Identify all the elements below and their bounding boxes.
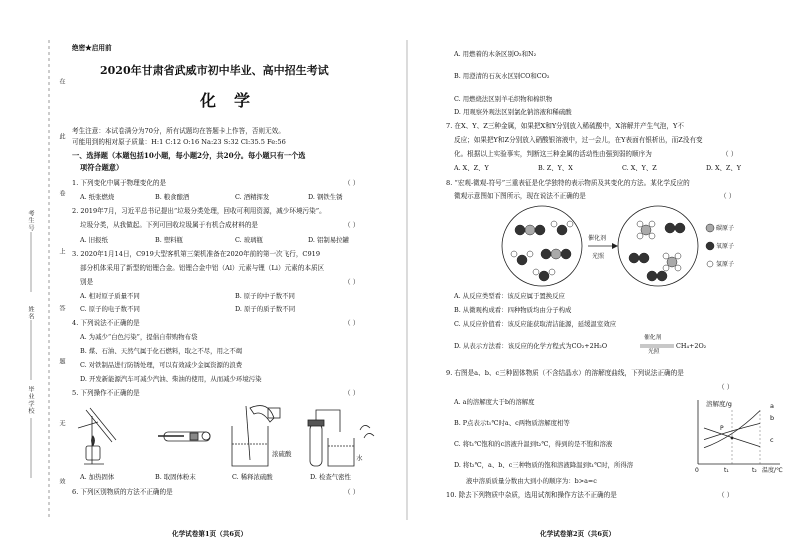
q8-stem-1: 8. “宏观-微观-符号”三重表征是化学独特的表示物质及其变化的方法。某化学反应的 bbox=[446, 179, 690, 187]
q8-opt-d: D. 从表示方法看：该反应的化学方程式为CO₂+2H₂O bbox=[454, 342, 608, 350]
q8-reaction-diagram bbox=[484, 204, 744, 288]
q9-stem: 9. 右图是a、b、c三种固体物质（不含结晶水）的溶解度曲线，下列说法正确的是 bbox=[446, 369, 684, 377]
q3-opt-c: C. 原子的电子数不同 bbox=[80, 305, 140, 313]
q2-stem-1: 2. 2019年7月，习近平总书记提出“垃圾分类处理，回收可利用资源，减少环境污染”。 bbox=[72, 207, 326, 215]
reactant-molecules bbox=[511, 221, 573, 281]
q5-opt-a: A. 加热固体 bbox=[80, 473, 115, 481]
q8-opt-a: A. 从反应类型看：该反应属于置换反应 bbox=[454, 292, 565, 300]
q8-arrow-top: 催化剂 bbox=[588, 235, 607, 242]
chart-xtick-1: t₁ bbox=[724, 467, 729, 474]
q10-stem: 10. 除去下列物质中杂质，选用试剂和操作方法不正确的是 bbox=[446, 491, 617, 499]
margin-label-0: 在 bbox=[58, 78, 65, 86]
q4-stem: 4. 下列说法不正确的是 bbox=[72, 319, 140, 327]
q5-opt-b: B. 取固体粉末 bbox=[155, 473, 196, 481]
q9-opt-a: A. a的溶解度大于b的溶解度 bbox=[454, 398, 535, 406]
q5-opt-c: C. 稀释浓硫酸 bbox=[232, 473, 273, 481]
q9-opt-d: D. 将t₂℃，a、b、c三种物质的饱和溶液降温到t₁℃时，所得溶 bbox=[454, 461, 634, 469]
field-line-3 bbox=[30, 418, 32, 478]
subject-title: 化学 bbox=[200, 91, 269, 110]
chart-ylabel: 溶解度/g bbox=[706, 400, 732, 408]
q1-stem: 1. 下列变化中属于物理变化的是 bbox=[72, 179, 167, 187]
q1-blank: （ ） bbox=[344, 179, 360, 187]
margin-label-1: 此 bbox=[58, 133, 65, 141]
q8-arrow-bottom: 光照 bbox=[592, 253, 605, 260]
q3-opt-b: B. 原子的中子数不同 bbox=[235, 292, 295, 300]
q7-blank: （ ） bbox=[722, 150, 738, 158]
q7-stem-3: 化。根据以上实验事实，判断这三种金属的活动性由强到弱的顺序为 bbox=[454, 150, 652, 158]
product-molecules bbox=[629, 221, 685, 281]
q4-opt-a: A. 为减少“白色污染”，提倡自带购物布袋 bbox=[80, 333, 198, 341]
section1-line-1: 一、选择题（本题包括10小题，每小题2分，共20分。每小题只有一个选 bbox=[72, 151, 306, 160]
section1-line-2: 项符合题意） bbox=[80, 163, 124, 172]
chart-xtick-2: t₂ bbox=[752, 467, 757, 474]
legend-oxygen: 氧原子 bbox=[716, 243, 735, 250]
note-line-1: 考生注意：本试卷满分为70分，所有试题均在答题卡上作答，否则无效。 bbox=[72, 127, 285, 135]
chart-xlabel: 温度/℃ bbox=[762, 467, 783, 474]
atom-legend bbox=[706, 224, 714, 267]
margin-label-4: 答 bbox=[58, 305, 65, 313]
q7-opt-a: A. X、Z、Y bbox=[454, 164, 489, 172]
solubility-chart bbox=[686, 394, 790, 474]
q3-opt-a: A. 相对原子质量不同 bbox=[80, 292, 140, 300]
q4-opt-c: C. 对铁制品进行防锈处理，可以有效减少金属资源的浪费 bbox=[80, 361, 243, 369]
series-label-b: b bbox=[770, 414, 775, 422]
chart-xtick-0: 0 bbox=[695, 467, 699, 474]
q5-blank: （ ） bbox=[344, 389, 360, 397]
q5-opt-d: D. 检查气密性 bbox=[310, 473, 351, 481]
q7-opt-d: D. X、Z、Y bbox=[706, 164, 741, 172]
note-line-2: 可能用到的相对原子质量：H:1 C:12 O:16 Na:23 S:32 Cl:35.5 Fe:56 bbox=[72, 138, 286, 146]
field-examinee-number: 考生号 bbox=[27, 210, 34, 232]
q6-opt-a: A. 用燃着的木条区别O₂和N₂ bbox=[454, 50, 537, 58]
q7-stem-2: 反应；如果把Y和Z分别放入硝酸银溶液中，过一会儿，在Y表面有银析出，而Z没有变 bbox=[454, 136, 703, 144]
q2-opt-c: C. 玻璃瓶 bbox=[235, 236, 263, 244]
q8-eq-top: 催化剂 bbox=[644, 335, 662, 341]
q3-blank: （ ） bbox=[344, 278, 360, 286]
q4-blank: （ ） bbox=[344, 319, 360, 327]
legend-hydrogen: 氢原子 bbox=[716, 261, 735, 268]
q2-opt-d: D. 铝制易拉罐 bbox=[308, 236, 349, 244]
q8-eq-right: CH₄+2O₂ bbox=[676, 342, 707, 350]
q9-blank: （ ） bbox=[718, 383, 734, 391]
q6-blank: （ ） bbox=[344, 488, 360, 496]
q9-opt-d-cont: 液中溶质质量分数由大到小的顺序为：b>a=c bbox=[466, 477, 597, 485]
footer-left: 化学试卷第1页（共6页） bbox=[172, 530, 248, 538]
q7-opt-b: B. Z、Y、X bbox=[538, 164, 573, 172]
footer-right: 化学试卷第2页（共6页） bbox=[540, 530, 616, 538]
q2-opt-a: A. 旧报纸 bbox=[80, 236, 108, 244]
q1-opt-d: D. 钢铁生锈 bbox=[308, 193, 343, 201]
series-label-a: a bbox=[770, 402, 774, 410]
q6-stem: 6. 下列区别物质的方法不正确的是 bbox=[72, 488, 173, 496]
q5-label-acid: 浓硫酸 bbox=[272, 450, 292, 458]
q1-opt-a: A. 纸张燃烧 bbox=[80, 193, 115, 201]
q6-opt-b: B. 用澄清的石灰水区别CO和CO₂ bbox=[454, 72, 550, 80]
field-line-1 bbox=[30, 232, 32, 292]
q2-blank: （ ） bbox=[344, 221, 360, 229]
margin-label-2: 卷 bbox=[58, 190, 65, 198]
q5-apparatus-figures bbox=[72, 402, 392, 470]
q3-stem-1: 3. 2020年1月14日，C919大型客机第三架机准备在2020年前的第一次飞行，C919 bbox=[72, 250, 321, 258]
q1-opt-c: C. 酒精挥发 bbox=[235, 193, 270, 201]
q7-stem-1: 7. 在X、Y、Z三种金属，如果把X和Y分别放入稀硫酸中，X溶解并产生气泡，Y不 bbox=[446, 122, 684, 130]
point-p-label: P bbox=[720, 425, 724, 432]
binding-line bbox=[48, 40, 50, 520]
q9-opt-c: C. 将t₁℃饱和的c溶液升温到t₂℃，得到的是不饱和溶液 bbox=[454, 440, 613, 448]
right-page bbox=[400, 0, 794, 560]
q6-opt-d: D. 用观察外观法区别氯化钠溶液和稀硫酸 bbox=[454, 108, 572, 116]
q8-opt-c: C. 从反应价值看：该反应能获取清洁能源，延缓温室效应 bbox=[454, 320, 617, 328]
margin-label-3: 上 bbox=[58, 248, 65, 256]
q5-label-water: 水 bbox=[356, 454, 363, 462]
margin-label-6: 无 bbox=[58, 420, 65, 428]
secret-label: 绝密★启用前 bbox=[72, 44, 112, 52]
exam-title: 2020年甘肃省武威市初中毕业、高中招生考试 bbox=[100, 64, 329, 77]
q4-opt-d: D. 开发新能源汽车可减少汽油、柴油的使用，从而减少环境污染 bbox=[80, 375, 262, 383]
q9-opt-b: B. P点表示t₁℃时a、c两物质溶解度相等 bbox=[454, 419, 570, 427]
q8-stem-2: 微观示意图如下图所示，现在说法不正确的是 bbox=[454, 192, 586, 200]
q3-opt-d: D. 原子的质子数不同 bbox=[235, 305, 296, 313]
point-p bbox=[731, 437, 734, 440]
q8-blank: （ ） bbox=[720, 192, 736, 200]
q8-eq-bottom: 光照 bbox=[648, 349, 660, 355]
field-name: 姓名 bbox=[27, 306, 34, 321]
q3-stem-3: 别是 bbox=[80, 278, 94, 286]
powder-figure bbox=[158, 432, 210, 441]
q4-opt-b: B. 煤、石油、天然气属于化石燃料，取之不尽，用之不竭 bbox=[80, 347, 243, 355]
field-school: 毕业学校 bbox=[27, 386, 34, 415]
margin-label-5: 题 bbox=[58, 358, 65, 366]
q2-stem-2: 垃圾分类，从我做起。下列可回收垃圾属于有机合成材料的是 bbox=[80, 221, 259, 229]
q8-opt-b: B. 从微观构成看：四种物质均由分子构成 bbox=[454, 306, 572, 314]
series-label-c: c bbox=[770, 436, 774, 444]
q5-stem: 5. 下列操作不正确的是 bbox=[72, 389, 140, 397]
q2-opt-b: B. 塑料瓶 bbox=[155, 236, 183, 244]
margin-label-7: 效 bbox=[58, 478, 65, 486]
heating-solid-figure bbox=[78, 408, 116, 464]
q1-opt-b: B. 粮食酿酒 bbox=[155, 193, 190, 201]
field-line-2 bbox=[30, 320, 32, 380]
legend-carbon: 碳原子 bbox=[716, 225, 735, 232]
q6-opt-c: C. 用燃烧法区别羊毛织物和棉织物 bbox=[454, 95, 553, 103]
q10-blank: （ ） bbox=[718, 491, 734, 499]
airtight-figure bbox=[308, 410, 374, 466]
q3-stem-2: 部分机体采用了新型的铝锂合金。铝锂合金中铝（Al）元素与锂（Li）元素的本质区 bbox=[80, 264, 325, 272]
q7-opt-c: C. X、Y、Z bbox=[622, 164, 657, 172]
